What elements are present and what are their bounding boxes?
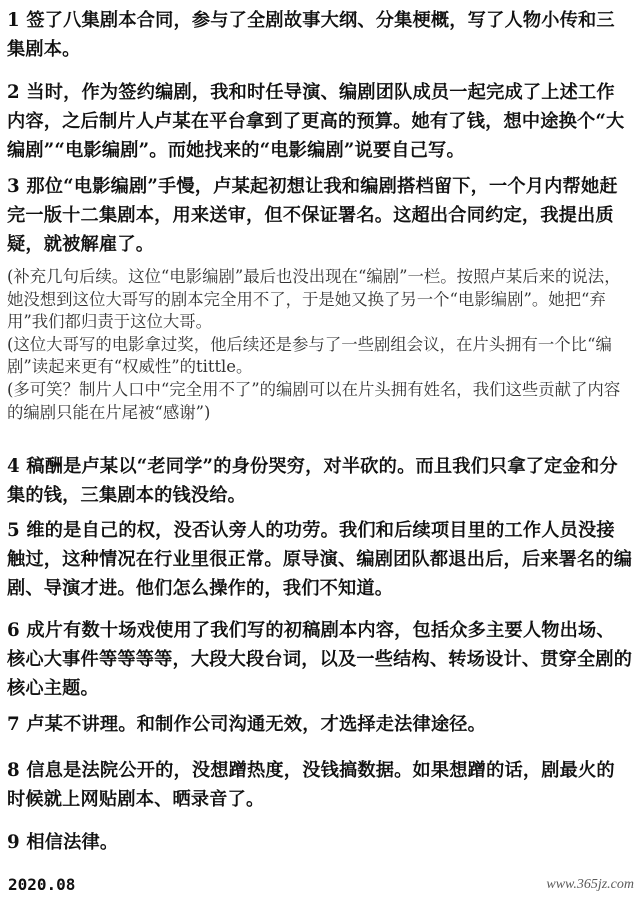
paragraph-1: 1 签了八集剧本合同，参与了全剧故事大纲、分集梗概，写了人物小传和三集剧本。: [7, 10, 615, 60]
supplement-note-3: (多可笑？制片人口中“完全用不了”的编剧可以在片头拥有姓名，我们这些贡献了内容的编剧只能在片尾被“感谢”): [7, 379, 621, 422]
supplement-notes: [7, 266, 633, 424]
date-stamp: 2020.08: [8, 875, 76, 894]
paragraph-5: 5 维的是自己的权，没否认旁人的功劳。我们和后续项目里的工作人员没接触过，这种情况在行业里很正常。原导演、编剧团队都退出后，后来署名的编剧、导演才进。他们怎么操作的，我们不知道。: [7, 520, 633, 599]
paragraph-6: 6 成片有数十场戏使用了我们写的初稿剧本内容，包括众多主要人物出场、核心大事件等等等等，大段大段台词，以及一些结构、转场设计、贯穿全剧的核心主题。: [7, 620, 633, 699]
paragraph-8: 8 信息是法院公开的，没想蹭热度，没钱搞数据。如果想蹭的话，剧最火的时候就上网贴剧本、晒录音了。: [7, 760, 615, 810]
paragraph-9: 9 相信法律。: [7, 832, 119, 853]
paragraph-4: 4 稿酬是卢某以“老同学”的身份哭穷，对半砍的。而且我们只拿了定金和分集的钱，三集剧本的钱没给。: [7, 456, 618, 506]
paragraph-3: 3 那位“电影编剧”手慢，卢某起初想让我和编剧搭档留下，一个月内帮她赶完一版十二集剧本，用来送审，但不保证署名。这超出合同约定，我提出质疑，就被解雇了。: [7, 176, 618, 255]
supplement-note-1: (补充几句后续。这位“电影编剧”最后也没出现在“编剧”一栏。按照卢某后来的说法，她没想到这位大哥写的剧本完全用不了，于是她又换了另一个“电影编剧”。她把“弃用”我们都归责于这位大哥。: [7, 267, 621, 332]
paragraph-2: 2 当时，作为签约编剧，我和时任导演、编剧团队成员一起完成了上述工作内容，之后制片人卢某在平台拿到了更高的预算。她有了钱，想中途换个“大编剧”“电影编剧”。而她找来的“电影编剧”说要自己写。: [7, 82, 625, 161]
paragraph-7: 7 卢某不讲理。和制作公司沟通无效，才选择走法律途径。: [7, 714, 487, 735]
supplement-note-2: (这位大哥写的电影拿过奖，他后续还是参与了一些剧组会议，在片头拥有一个比“编剧”读起来更有“权威性”的tittle。: [7, 334, 612, 377]
site-watermark: www.365jz.com: [546, 877, 634, 892]
